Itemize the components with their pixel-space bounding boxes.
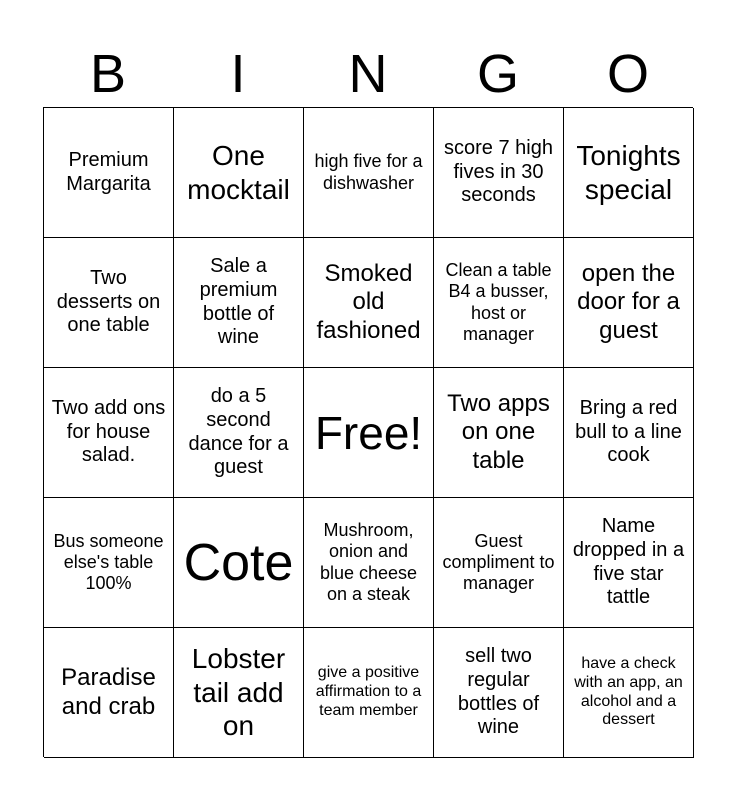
bingo-cell[interactable]: Two add ons for house salad. — [44, 368, 174, 498]
bingo-cell[interactable]: Clean a table B4 a busser, host or manager — [434, 238, 564, 368]
bingo-cell[interactable]: Two desserts on one table — [44, 238, 174, 368]
free-space-cell[interactable]: Free! — [304, 368, 434, 498]
bingo-cell[interactable]: Paradise and crab — [44, 628, 174, 758]
bingo-cell[interactable]: Lobster tail add on — [174, 628, 304, 758]
bingo-header — [43, 40, 693, 108]
bingo-cell[interactable]: have a check with an app, an alcohol and a dessert — [564, 628, 694, 758]
bingo-cell[interactable]: Premium Margarita — [44, 108, 174, 238]
bingo-cell[interactable]: open the door for a guest — [564, 238, 694, 368]
header-letter-n: N — [348, 44, 388, 104]
bingo-cell[interactable]: Sale a premium bottle of wine — [174, 238, 304, 368]
header-letter-b: B — [89, 44, 127, 104]
bingo-cell[interactable]: give a positive affirmation to a team member — [304, 628, 434, 758]
bingo-cell[interactable]: Tonights special — [564, 108, 694, 238]
bingo-cell[interactable]: One mocktail — [174, 108, 304, 238]
header-letter-g: G — [476, 44, 519, 104]
bingo-cell[interactable]: Bus someone else's table 100% — [44, 498, 174, 628]
bingo-cell[interactable]: Mushroom, onion and blue cheese on a steak — [304, 498, 434, 628]
header-letter-o: O — [606, 44, 649, 104]
bingo-cell[interactable]: Guest compliment to manager — [434, 498, 564, 628]
bingo-card-grid — [43, 107, 693, 757]
bingo-cell[interactable]: score 7 high fives in 30 seconds — [434, 108, 564, 238]
bingo-cell[interactable]: Cote — [174, 498, 304, 628]
header-letter-i: I — [230, 44, 246, 104]
bingo-cell[interactable]: do a 5 second dance for a guest — [174, 368, 304, 498]
bingo-cell[interactable]: Smoked old fashioned — [304, 238, 434, 368]
bingo-cell[interactable]: Two apps on one table — [434, 368, 564, 498]
bingo-cell[interactable]: Name dropped in a five star tattle — [564, 498, 694, 628]
bingo-cell[interactable]: high five for a dishwasher — [304, 108, 434, 238]
bingo-cell[interactable]: sell two regular bottles of wine — [434, 628, 564, 758]
bingo-cell[interactable]: Bring a red bull to a line cook — [564, 368, 694, 498]
